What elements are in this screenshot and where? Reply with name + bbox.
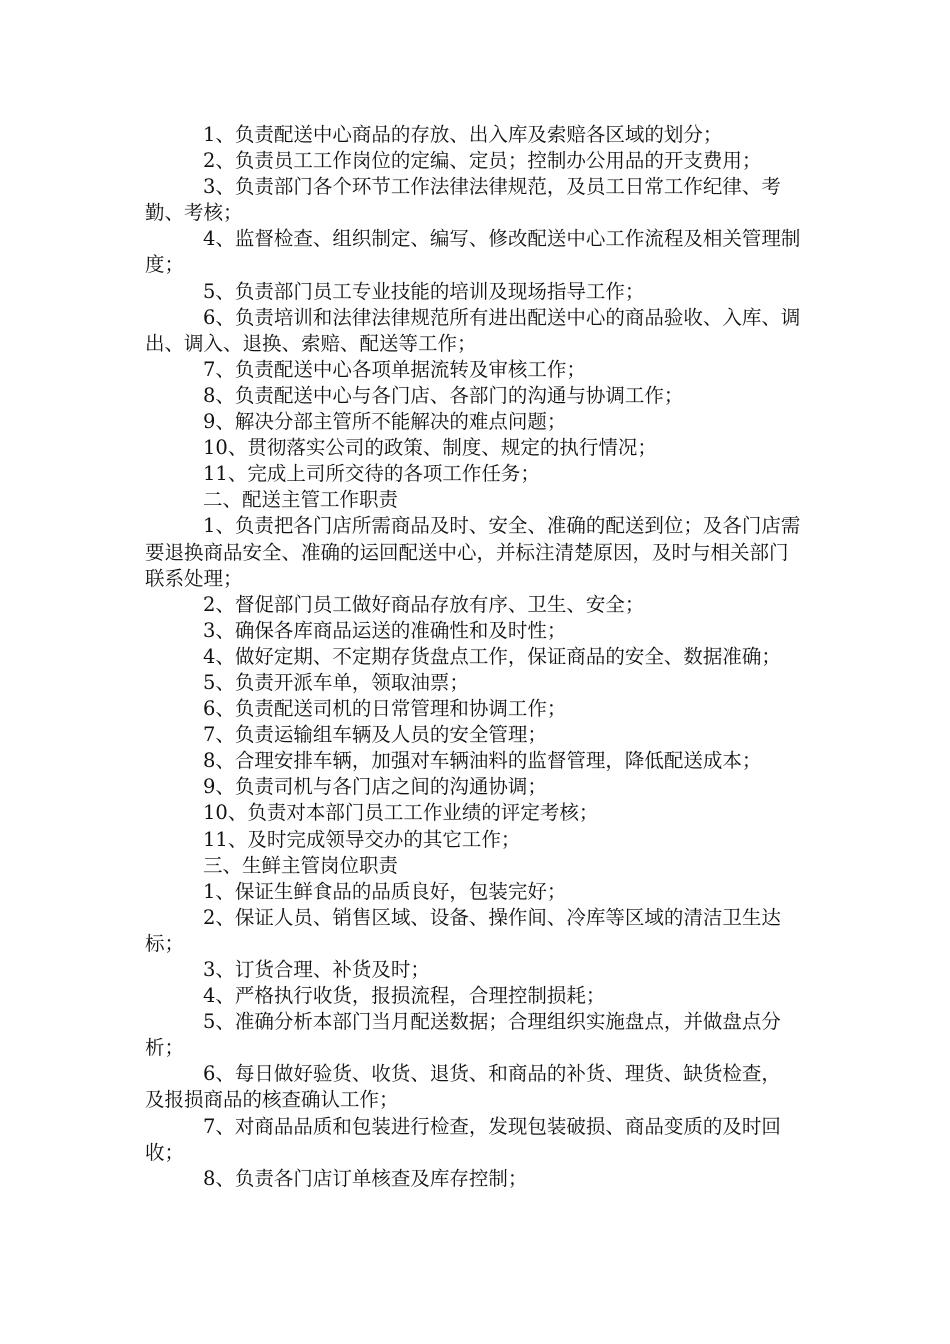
paragraph: 1、保证生鲜食品的品质良好，包装完好； [203,879,567,903]
paragraph: 11、及时完成领导交办的其它工作； [203,827,521,851]
paragraph: 8、负责各门店订单核查及库存控制； [203,1166,528,1190]
paragraph: 6、负责培训和法律法律规范所有进出配送中心的商品验收、入库、调出、调入、退换、索赔、配送等工作； [145,305,801,355]
paragraph: 4、严格执行收货，报损流程，合理控制损耗； [203,984,606,1008]
paragraph: 8、合理安排车辆，加强对车辆油料的监督管理，降低配送成本； [203,749,762,773]
paragraph: 3、负责部门各个环节工作法律法律规范，及员工日常工作纪律、考勤、考核； [145,175,781,225]
paragraph: 11、完成上司所交待的各项工作任务； [203,462,540,486]
paragraph: 7、负责运输组车辆及人员的安全管理； [203,723,547,747]
paragraph: 7、对商品品质和包装进行检查，发现包装破损、商品变质的及时回收； [145,1114,781,1164]
paragraph: 7、负责配送中心各项单据流转及审核工作； [203,357,586,381]
paragraph: 8、负责配送中心与各门店、各部门的沟通与协调工作； [203,383,684,407]
paragraph: 6、每日做好验货、收货、退货、和商品的补货、理货、缺货检查， 及报损商品的核查确认工作； [145,1062,791,1112]
paragraph: 1、负责配送中心商品的存放、出入库及索赔各区域的划分； [203,123,723,146]
paragraph: 10、负责对本部门员工工作业绩的评定考核； [203,801,599,825]
paragraph: 4、监督检查、组织制定、编写、修改配送中心工作流程及相关管理制度； [145,227,801,277]
paragraph: 5、负责部门员工专业技能的培训及现场指导工作； [203,279,645,303]
paragraph: 9、解决分部主管所不能解决的难点问题； [203,410,567,434]
document-body [145,122,805,1192]
paragraph: 2、保证人员、销售区域、设备、操作间、冷库等区域的清洁卫生达标； [145,905,781,955]
paragraph: 5、准确分析本部门当月配送数据；合理组织实施盘点，并做盘点分析； [145,1010,781,1060]
paragraph: 2、督促部门员工做好商品存放有序、卫生、安全； [203,592,645,616]
paragraph: 4、做好定期、不定期存货盘点工作，保证商品的安全、数据准确； [203,644,781,668]
section-heading: 二、配送主管工作职责 [203,488,399,512]
paragraph: 2、负责员工工作岗位的定编、定员；控制办公用品的开支费用； [203,149,762,173]
paragraph: 3、订货合理、补货及时； [203,958,430,981]
paragraph: 9、负责司机与各门店之间的沟通协调； [203,775,547,799]
section-heading: 三、生鲜主管岗位职责 [203,853,399,877]
paragraph: 10、贯彻落实公司的政策、制度、规定的执行情况； [203,436,657,460]
paragraph: 3、确保各库商品运送的准确性和及时性； [203,618,567,642]
paragraph: 6、负责配送司机的日常管理和协调工作； [203,697,567,721]
paragraph: 5、负责开派车单，领取油票； [203,670,469,694]
paragraph: 1、负责把各门店所需商品及时、安全、准确的配送到位；及各门店需要退换商品安全、准确的运回配送中心，并标注清楚原因，及时与相关部门联系处理； [145,514,801,590]
